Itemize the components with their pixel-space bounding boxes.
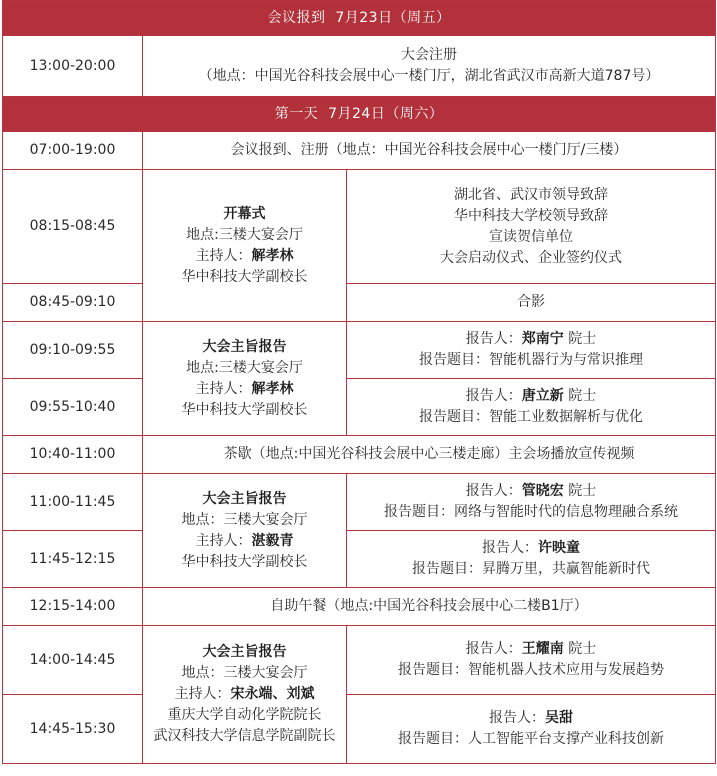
speaker-name: 管晓宏 [521, 483, 564, 499]
host-name: 解孝林 [251, 247, 294, 264]
photo-cell: 合影 [347, 284, 716, 322]
session-title: 大会主旨报告 [202, 644, 287, 660]
time-cell: 09:55-10:40 [3, 379, 143, 436]
time-cell: 09:10-09:55 [3, 322, 143, 379]
speaker-prefix: 报告人： [482, 540, 539, 556]
day0-header: 会议报到 7月23日（周五） [3, 1, 716, 36]
speaker-title: 院士 [568, 641, 597, 657]
opening-item: 大会启动仪式、企业签约仪式 [440, 249, 623, 266]
schedule-table [2, 0, 716, 764]
talk-topic: 报告题目：人工智能平台支撑产业科技创新 [398, 731, 665, 747]
talk-speaker [351, 386, 711, 407]
time-cell: 13:00-20:00 [3, 36, 143, 97]
registration-title: 大会注册 [401, 47, 458, 63]
session-place: 地点:三楼大宴会厅 [186, 226, 303, 243]
host-name: 解孝林 [251, 380, 294, 397]
lunch-row [3, 588, 716, 626]
talk-topic: 报告题目：昇腾万里，共赢智能新时代 [412, 561, 651, 577]
opening-row-1 [3, 170, 716, 284]
opening-item: 湖北省、武汉市领导致辞 [454, 186, 609, 203]
lunch-text: 自助午餐（地点:中国光谷科技会展中心二楼B1厅） [143, 588, 716, 626]
keynote2-session-cell [143, 474, 347, 588]
host-prefix: 主持人： [195, 247, 252, 264]
time-cell: 08:45-09:10 [3, 284, 143, 322]
talk-speaker [351, 639, 711, 660]
registration-location: （地点：中国光谷科技会展中心一楼门厅，湖北省武汉市高新大道787号） [198, 68, 660, 84]
session-host-title: 华中科技大学副校长 [181, 268, 308, 285]
opening-item: 宣读贺信单位 [489, 228, 574, 245]
talk-cell [347, 322, 716, 379]
speaker-name: 吴甜 [545, 710, 574, 726]
session-place: 地点:三楼大宴会厅 [186, 359, 303, 376]
session-place: 地点：三楼大宴会厅 [181, 665, 308, 681]
session-host [147, 379, 342, 400]
keynote1-row-1 [3, 322, 716, 379]
keynote1-row-2 [3, 379, 716, 436]
registration-cell [143, 36, 716, 97]
session-host-title: 武汉科技大学信息学院副院长 [153, 728, 336, 744]
session-host-title: 华中科技大学副校长 [181, 401, 308, 418]
day1-header: 第一天 7月24日（周六） [3, 97, 716, 132]
day1-registration-row [3, 132, 716, 170]
talk-cell [347, 379, 716, 436]
speaker-prefix: 报告人： [465, 388, 522, 404]
keynote3-row-1 [3, 626, 716, 695]
speaker-prefix: 报告人： [465, 483, 522, 499]
talk-speaker [351, 708, 711, 729]
talk-speaker [351, 538, 711, 559]
speaker-title: 院士 [568, 483, 597, 499]
talk-topic: 报告题目：智能工业数据解析与优化 [419, 409, 644, 425]
speaker-name: 王耀南 [521, 641, 564, 657]
speaker-name: 许映童 [538, 540, 581, 556]
day1-registration-text: 会议报到、注册（地点：中国光谷科技会展中心一楼门厅/三楼） [143, 132, 716, 170]
day0-registration-row [3, 36, 716, 97]
talk-speaker [351, 329, 711, 350]
keynote3-row-2 [3, 695, 716, 764]
host-name: 宋永端、刘斌 [230, 686, 315, 702]
session-title: 大会主旨报告 [202, 490, 287, 507]
host-prefix: 主持人： [195, 532, 252, 549]
host-prefix: 主持人： [174, 686, 231, 702]
speaker-prefix: 报告人： [465, 641, 522, 657]
talk-topic: 报告题目：智能机器行为与常识推理 [419, 352, 644, 368]
speaker-title: 院士 [568, 388, 597, 404]
speaker-title: 院士 [568, 331, 597, 347]
talk-cell [347, 474, 716, 531]
session-host [147, 684, 342, 705]
opening-items-cell [347, 170, 716, 284]
time-cell: 12:15-14:00 [3, 588, 143, 626]
keynote3-session-cell [143, 626, 347, 764]
tea-text: 茶歇（地点:中国光谷科技会展中心三楼走廊）主会场播放宣传视频 [143, 436, 716, 474]
session-title: 开幕式 [223, 205, 266, 222]
session-host-title: 华中科技大学副校长 [181, 553, 308, 570]
host-prefix: 主持人： [195, 380, 252, 397]
speaker-prefix: 报告人： [465, 331, 522, 347]
time-cell: 14:45-15:30 [3, 695, 143, 764]
time-cell: 10:40-11:00 [3, 436, 143, 474]
day1-header-row [3, 97, 716, 132]
time-cell: 11:45-12:15 [3, 531, 143, 588]
session-host [147, 531, 342, 552]
session-host [147, 246, 342, 267]
day0-header-row [3, 1, 716, 36]
host-name: 湛毅青 [251, 532, 294, 549]
opening-item: 华中科技大学校领导致辞 [454, 207, 609, 224]
talk-cell [347, 626, 716, 695]
keynote1-session-cell [143, 322, 347, 436]
opening-row-2 [3, 284, 716, 322]
speaker-prefix: 报告人： [489, 710, 546, 726]
keynote2-row-2 [3, 531, 716, 588]
talk-topic: 报告题目：网络与智能时代的信息物理融合系统 [384, 504, 679, 520]
talk-topic: 报告题目：智能机器人技术应用与发展趋势 [398, 662, 665, 678]
session-place: 地点：三楼大宴会厅 [181, 511, 308, 528]
session-host-title: 重庆大学自动化学院院长 [167, 707, 322, 723]
keynote2-row-1 [3, 474, 716, 531]
speaker-name: 唐立新 [521, 388, 564, 404]
time-cell: 07:00-19:00 [3, 132, 143, 170]
time-cell: 08:15-08:45 [3, 170, 143, 284]
session-title: 大会主旨报告 [202, 338, 287, 355]
talk-cell [347, 531, 716, 588]
talk-speaker [351, 481, 711, 502]
talk-cell [347, 695, 716, 764]
speaker-name: 郑南宁 [521, 331, 564, 347]
time-cell: 14:00-14:45 [3, 626, 143, 695]
tea-row [3, 436, 716, 474]
time-cell: 11:00-11:45 [3, 474, 143, 531]
opening-session-cell [143, 170, 347, 322]
